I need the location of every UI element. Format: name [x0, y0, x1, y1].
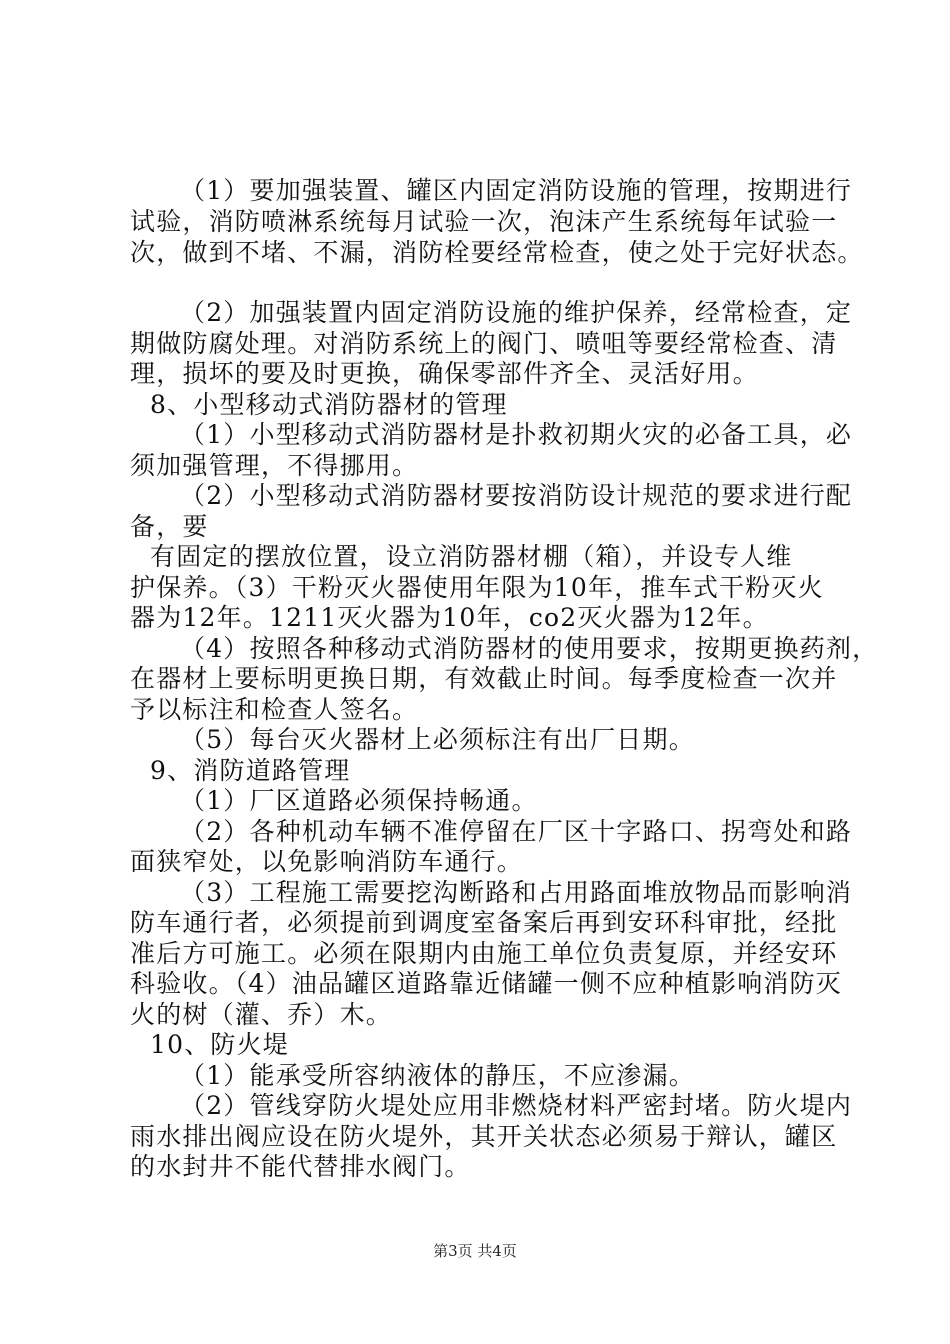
page-footer: 第3页 共4页: [433, 1242, 517, 1260]
paragraph-line: 予以标注和检查人签名。: [130, 695, 419, 724]
paragraph-line: 防车通行者，必须提前到调度室备案后再到安环科审批，经批: [130, 908, 838, 937]
paragraph-line: （3）工程施工需要挖沟断路和占用路面堆放物品而影响消: [180, 878, 853, 907]
paragraph-line: （1）小型移动式消防器材是扑救初期火灾的必备工具，必: [180, 420, 853, 449]
paragraph-line: （2）管线穿防火堤处应用非燃烧材料严密封堵。防火堤内: [180, 1091, 853, 1120]
paragraph-line: （1）能承受所容纳液体的静压，不应渗漏。: [180, 1061, 695, 1090]
paragraph-line: 期做防腐处理。对消防系统上的阀门、喷咀等要经常检查、清: [130, 329, 838, 358]
paragraph-line: 火的树（灌、乔）木。: [130, 1000, 393, 1029]
paragraph-line: 有固定的摆放位置，设立消防器材棚（箱），并设专人维: [150, 542, 793, 571]
paragraph-line: （2）小型移动式消防器材要按消防设计规范的要求进行配: [180, 481, 853, 510]
paragraph-line: （2）加强装置内固定消防设施的维护保养，经常检查，定: [180, 298, 853, 327]
paragraph-line: 的水封井不能代替排水阀门。: [130, 1152, 471, 1181]
paragraph-line: （1）要加强装置、罐区内固定消防设施的管理，按期进行: [180, 176, 853, 205]
paragraph-line: 准后方可施工。必须在限期内由施工单位负责复原，并经安环: [130, 939, 838, 968]
section-heading: 9、消防道路管理: [150, 756, 351, 785]
section-heading: 8、小型移动式消防器材的管理: [150, 390, 508, 419]
paragraph-line: 雨水排出阀应设在防火堤外，其开关状态必须易于辩认，罐区: [130, 1122, 838, 1151]
paragraph-line: 次，做到不堵、不漏，消防栓要经常检查，使之处于完好状态。: [130, 238, 864, 267]
paragraph-line: 在器材上要标明更换日期，有效截止时间。每季度检查一次并: [130, 664, 838, 693]
section-heading: 10、防火堤: [150, 1030, 290, 1059]
paragraph-line: （2）各种机动车辆不准停留在厂区十字路口、拐弯处和路: [180, 817, 853, 846]
paragraph-line: （4）按照各种移动式消防器材的使用要求，按期更换药剂，: [180, 634, 879, 663]
paragraph-line: 须加强管理，不得挪用。: [130, 451, 419, 480]
paragraph-line: （1）厂区道路必须保持畅通。: [180, 786, 538, 815]
paragraph-line: 面狭窄处，以免影响消防车通行。: [130, 847, 524, 876]
paragraph-line: 科验收。（4）油品罐区道路靠近储罐一侧不应种植影响消防灭: [130, 969, 843, 998]
paragraph-line: 护保养。（3）干粉灭火器使用年限为10年，推车式干粉灭火: [130, 573, 824, 602]
paragraph-line: （5）每台灭火器材上必须标注有出厂日期。: [180, 725, 695, 754]
paragraph-line: 备，要: [130, 512, 209, 541]
paragraph-line: 器为12年。1211灭火器为10年，co2灭火器为12年。: [130, 603, 769, 632]
paragraph-line: 试验，消防喷淋系统每月试验一次，泡沫产生系统每年试验一: [130, 207, 838, 236]
paragraph-line: 理，损坏的要及时更换，确保零部件齐全、灵活好用。: [130, 359, 759, 388]
